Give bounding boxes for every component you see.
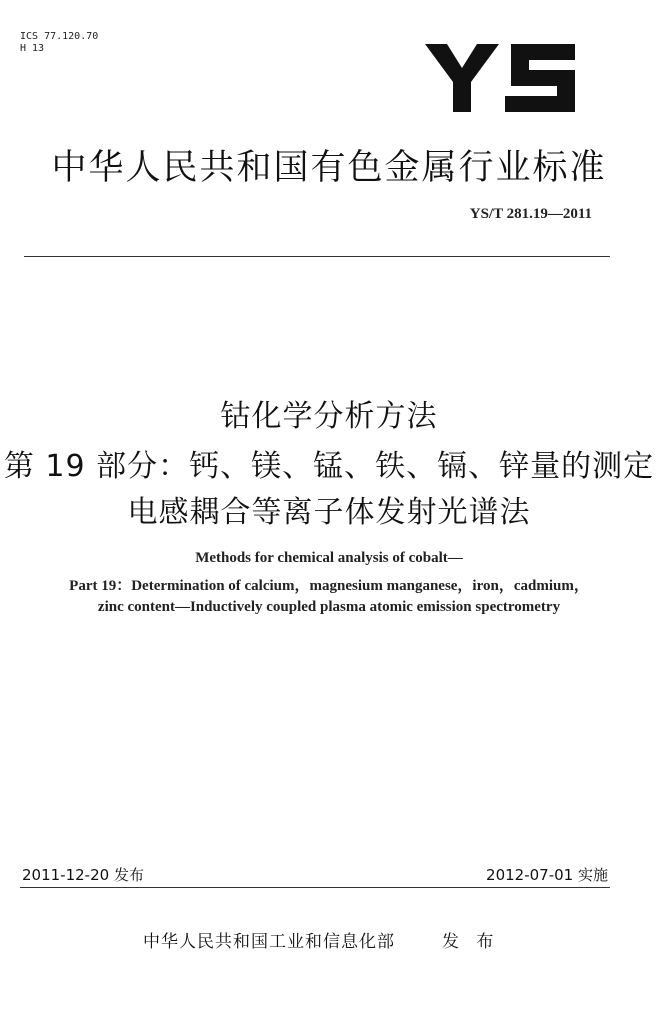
english-title-line-2: Part 19：Determination of calcium，magnesium manganese，iron，cadmium， [69, 578, 589, 594]
chinese-title-line-3: 电感耦合等离子体发射光谱法 [127, 495, 531, 530]
bottom-divider [20, 887, 610, 888]
ics-classification [20, 31, 98, 55]
ys-logo [425, 44, 575, 112]
class-code: H 13 [20, 43, 45, 54]
chinese-title-line-1: 钴化学分析方法 [220, 399, 438, 434]
implementation-date: 2012-07-01 实施 [486, 866, 608, 884]
issuing-authority: 中华人民共和国工业和信息化部 [143, 932, 395, 952]
english-title-line-3: zinc content—Inductively coupled plasma atomic emission spectrometry [97, 599, 561, 615]
issue-verb: 发 布 [442, 932, 500, 952]
ics-code: ICS 77.120.70 [20, 31, 99, 42]
standard-category-title: 中华人民共和国有色金属行业标准 [51, 148, 607, 188]
top-divider [24, 256, 610, 257]
chinese-title-line-2: 第 19 部分：钙、镁、锰、铁、镉、锌量的测定 [3, 449, 655, 484]
standard-number: YS/T 281.19—2011 [469, 206, 592, 222]
issue-date: 2011-12-20 发布 [22, 866, 144, 884]
english-title-line-1: Methods for chemical analysis of cobalt— [195, 550, 463, 566]
